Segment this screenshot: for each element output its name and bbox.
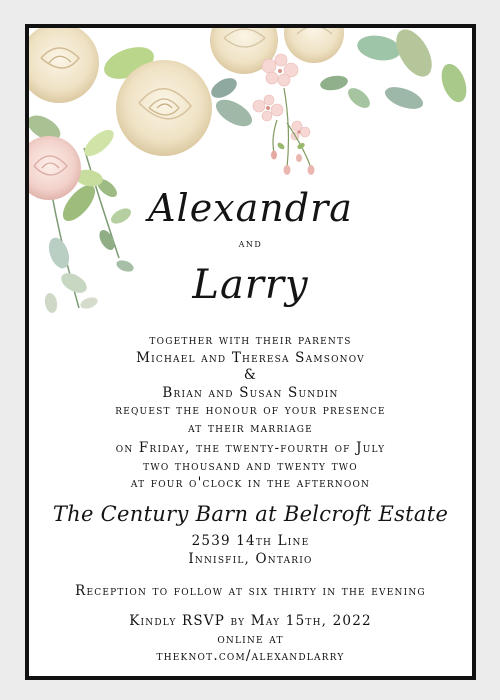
rsvp-block: [29, 613, 472, 666]
date-block: [29, 440, 472, 493]
address-line: Innisfil, Ontario: [188, 550, 313, 567]
venue-name: The Century Barn at Belcroft Estate: [52, 502, 449, 526]
rsvp-link[interactable]: theknot.com/alexandlarry: [156, 648, 345, 665]
address-block: [29, 533, 472, 568]
groom-name: Larry: [192, 262, 309, 308]
parents-line: Michael and Theresa Samsonov: [136, 349, 365, 366]
invitation-card: [25, 24, 476, 680]
reception-line: Reception to follow at six thirty in the evening: [75, 583, 426, 599]
address-line: 2539 14th Line: [191, 533, 310, 549]
rsvp-line: online at: [217, 630, 284, 647]
date-line: on Friday, the twenty-fourth of July: [115, 440, 386, 456]
date-line: two thousand and twenty two: [143, 457, 358, 474]
parents-line: request the honour of your presence: [115, 402, 386, 419]
parents-line: at their marriage: [188, 419, 313, 436]
parents-line: Brian and Susan Sundin: [162, 384, 339, 401]
bride-name: Alexandra: [148, 186, 353, 230]
parents-line: &: [243, 367, 258, 384]
date-line: at four o'clock in the afternoon: [130, 475, 371, 492]
rsvp-line: Kindly RSVP by May 15th, 2022: [129, 613, 372, 629]
and-text: and: [238, 236, 263, 250]
parents-line: together with their parents: [149, 332, 352, 348]
parents-block: [29, 332, 472, 438]
